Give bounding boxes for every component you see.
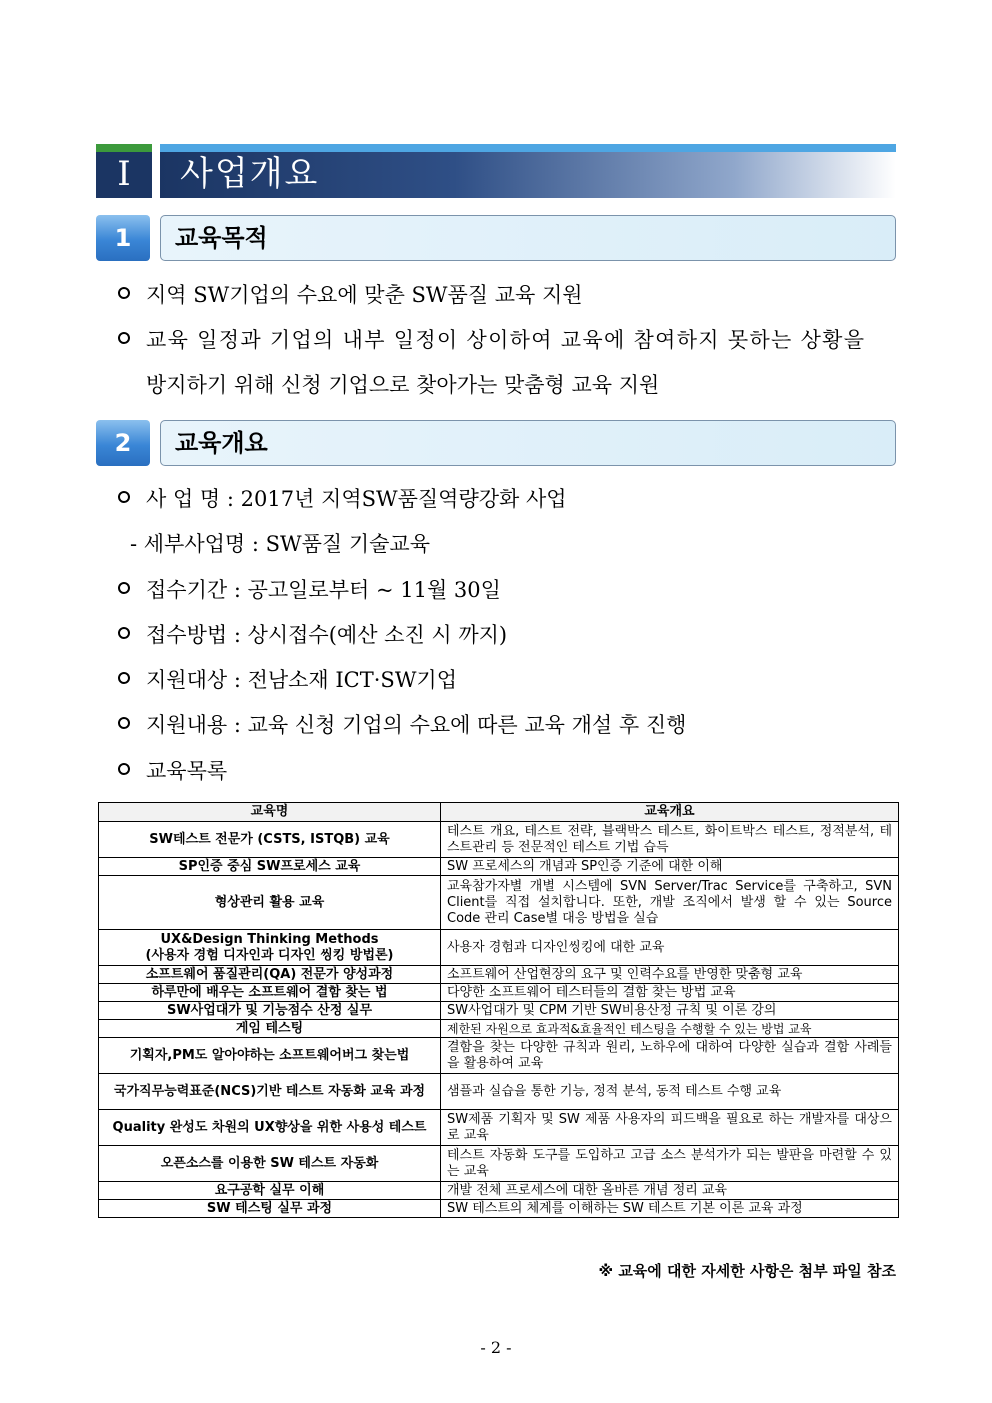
course-desc: SW사업대가 및 CPM 기반 SW비용산정 규칙 및 이론 강의 — [441, 1002, 899, 1020]
course-desc: 소프트웨어 산업현장의 요구 및 인력수요를 반영한 맞춤형 교육 — [441, 966, 899, 984]
course-name: SW사업대가 및 기능점수 산정 실무 — [99, 1002, 441, 1020]
table-row — [99, 984, 899, 1002]
overview-list-label: 교육목록 — [146, 759, 228, 783]
column-header-name: 교육명 — [99, 803, 441, 822]
course-desc: 테스트 자동화 도구를 도입하고 고급 소스 분석가가 되는 발판을 마련할 수 있는 교육 — [441, 1146, 899, 1182]
course-desc: 개발 전체 프로세스에 대한 올바른 개념 정리 교육 — [441, 1182, 899, 1200]
column-header-desc: 교육개요 — [441, 803, 899, 822]
course-name: 형상관리 활용 교육 — [99, 876, 441, 930]
table-row — [99, 966, 899, 984]
overview-subproject: - 세부사업명 : SW품질 기술교육 — [130, 532, 430, 556]
course-desc: SW 테스트의 체계를 이해하는 SW 테스트 기본 이론 교육 과정 — [441, 1200, 899, 1218]
bullet-circle-icon — [118, 672, 130, 684]
bullet-circle-icon — [118, 332, 130, 344]
table-row — [99, 1200, 899, 1218]
table-row — [99, 1038, 899, 1074]
table-row — [99, 876, 899, 930]
section-title-box — [160, 420, 896, 466]
chapter-number: I — [96, 144, 152, 198]
course-name: 요구공학 실무 이해 — [99, 1182, 441, 1200]
table-row — [99, 1002, 899, 1020]
course-name: 오픈소스를 이용한 SW 테스트 자동화 — [99, 1146, 441, 1182]
course-name: 게임 테스팅 — [99, 1020, 441, 1038]
section-header-purpose — [96, 215, 896, 261]
course-desc: 테스트 개요, 테스트 전략, 블랙박스 테스트, 화이트박스 테스트, 정적분석, 테스트관리 등 전문적인 테스트 기법 습득 — [441, 822, 899, 858]
purpose-item-continued: 방지하기 위해 신청 기업으로 찾아가는 맞춤형 교육 지원 — [146, 373, 660, 397]
attachment-note: ※ 교육에 대한 자세한 사항은 첨부 파일 참조 — [598, 1262, 896, 1280]
table-row — [99, 930, 899, 966]
bullet-circle-icon — [118, 491, 130, 503]
bullet-circle-icon — [118, 763, 130, 775]
course-name: SW 테스팅 실무 과정 — [99, 1200, 441, 1218]
bullet-circle-icon — [118, 287, 130, 299]
course-name: 소프트웨어 품질관리(QA) 전문가 양성과정 — [99, 966, 441, 984]
table-row — [99, 822, 899, 858]
course-name: 기획자,PM도 알아야하는 소프트웨어버그 찾는법 — [99, 1038, 441, 1074]
table-row — [99, 858, 899, 876]
table-header-row — [99, 803, 899, 822]
section-number: 1 — [96, 215, 150, 261]
course-name: UX&Design Thinking Methods (사용자 경험 디자인과 디자인 씽킹 방법론) — [99, 930, 441, 966]
table-row — [99, 1110, 899, 1146]
section-title: 교육목적 — [175, 224, 268, 252]
chapter-title: 사업개요 — [180, 154, 320, 194]
purpose-item: 교육 일정과 기업의 내부 일정이 상이하여 교육에 참여하지 못하는 상황을 — [146, 328, 866, 352]
section-header-overview — [96, 420, 896, 466]
overview-project: 사 업 명 : 2017년 지역SW품질역량강화 사업 — [146, 487, 567, 511]
course-name: SP인증 중심 SW프로세스 교육 — [99, 858, 441, 876]
course-table — [98, 802, 899, 1218]
section-title-box — [160, 215, 896, 261]
chapter-title-bar — [160, 144, 896, 198]
course-desc: 다양한 소프트웨어 테스터들의 결함 찾는 방법 교육 — [441, 984, 899, 1002]
course-desc: SW 프로세스의 개념과 SP인증 기준에 대한 이해 — [441, 858, 899, 876]
overview-content: 지원내용 : 교육 신청 기업의 수요에 따른 교육 개설 후 진행 — [146, 713, 687, 737]
table-row — [99, 1074, 899, 1110]
course-desc: 사용자 경험과 디자인씽킹에 대한 교육 — [441, 930, 899, 966]
section-title: 교육개요 — [175, 429, 268, 457]
overview-method: 접수방법 : 상시접수(예산 소진 시 까지) — [146, 623, 508, 647]
course-desc: SW제품 기획자 및 SW 제품 사용자의 피드백을 필요로 하는 개발자를 대상으로 교육 — [441, 1110, 899, 1146]
bullet-circle-icon — [118, 627, 130, 639]
overview-target: 지원대상 : 전남소재 ICT·SW기업 — [146, 668, 457, 692]
purpose-item: 지역 SW기업의 수요에 맞춘 SW품질 교육 지원 — [146, 283, 583, 307]
course-name: SW테스트 전문가 (CSTS, ISTQB) 교육 — [99, 822, 441, 858]
course-name: Quality 완성도 차원의 UX향상을 위한 사용성 테스트 — [99, 1110, 441, 1146]
table-row — [99, 1182, 899, 1200]
bullet-circle-icon — [118, 717, 130, 729]
course-desc: 샘플과 실습을 통한 기능, 정적 분석, 동적 테스트 수행 교육 — [441, 1074, 899, 1110]
course-desc: 교육참가자별 개별 시스템에 SVN Server/Trac Service를 구축하고, SVN Client를 직접 설치합니다. 또한, 개발 조직에서 발생 할 수 있는 Source Code 관리 Case별 대응 방법을 실습 — [441, 876, 899, 930]
page-number: - 2 - — [480, 1338, 512, 1357]
table-row — [99, 1146, 899, 1182]
table-row — [99, 1020, 899, 1038]
course-desc: 결함을 찾는 다양한 규칙과 원리, 노하우에 대하여 다양한 실습과 결함 사례들을 활용하여 교육 — [441, 1038, 899, 1074]
course-name: 국가직무능력표준(NCS)기반 테스트 자동화 교육 과정 — [99, 1074, 441, 1110]
section-number: 2 — [96, 420, 150, 466]
course-desc: 제한된 자원으로 효과적&효율적인 테스팅을 수행할 수 있는 방법 교육 — [441, 1020, 899, 1038]
chapter-header — [96, 144, 896, 198]
overview-period: 접수기간 : 공고일로부터 ~ 11월 30일 — [146, 578, 501, 602]
bullet-circle-icon — [118, 582, 130, 594]
course-name: 하루만에 배우는 소프트웨어 결함 찾는 법 — [99, 984, 441, 1002]
